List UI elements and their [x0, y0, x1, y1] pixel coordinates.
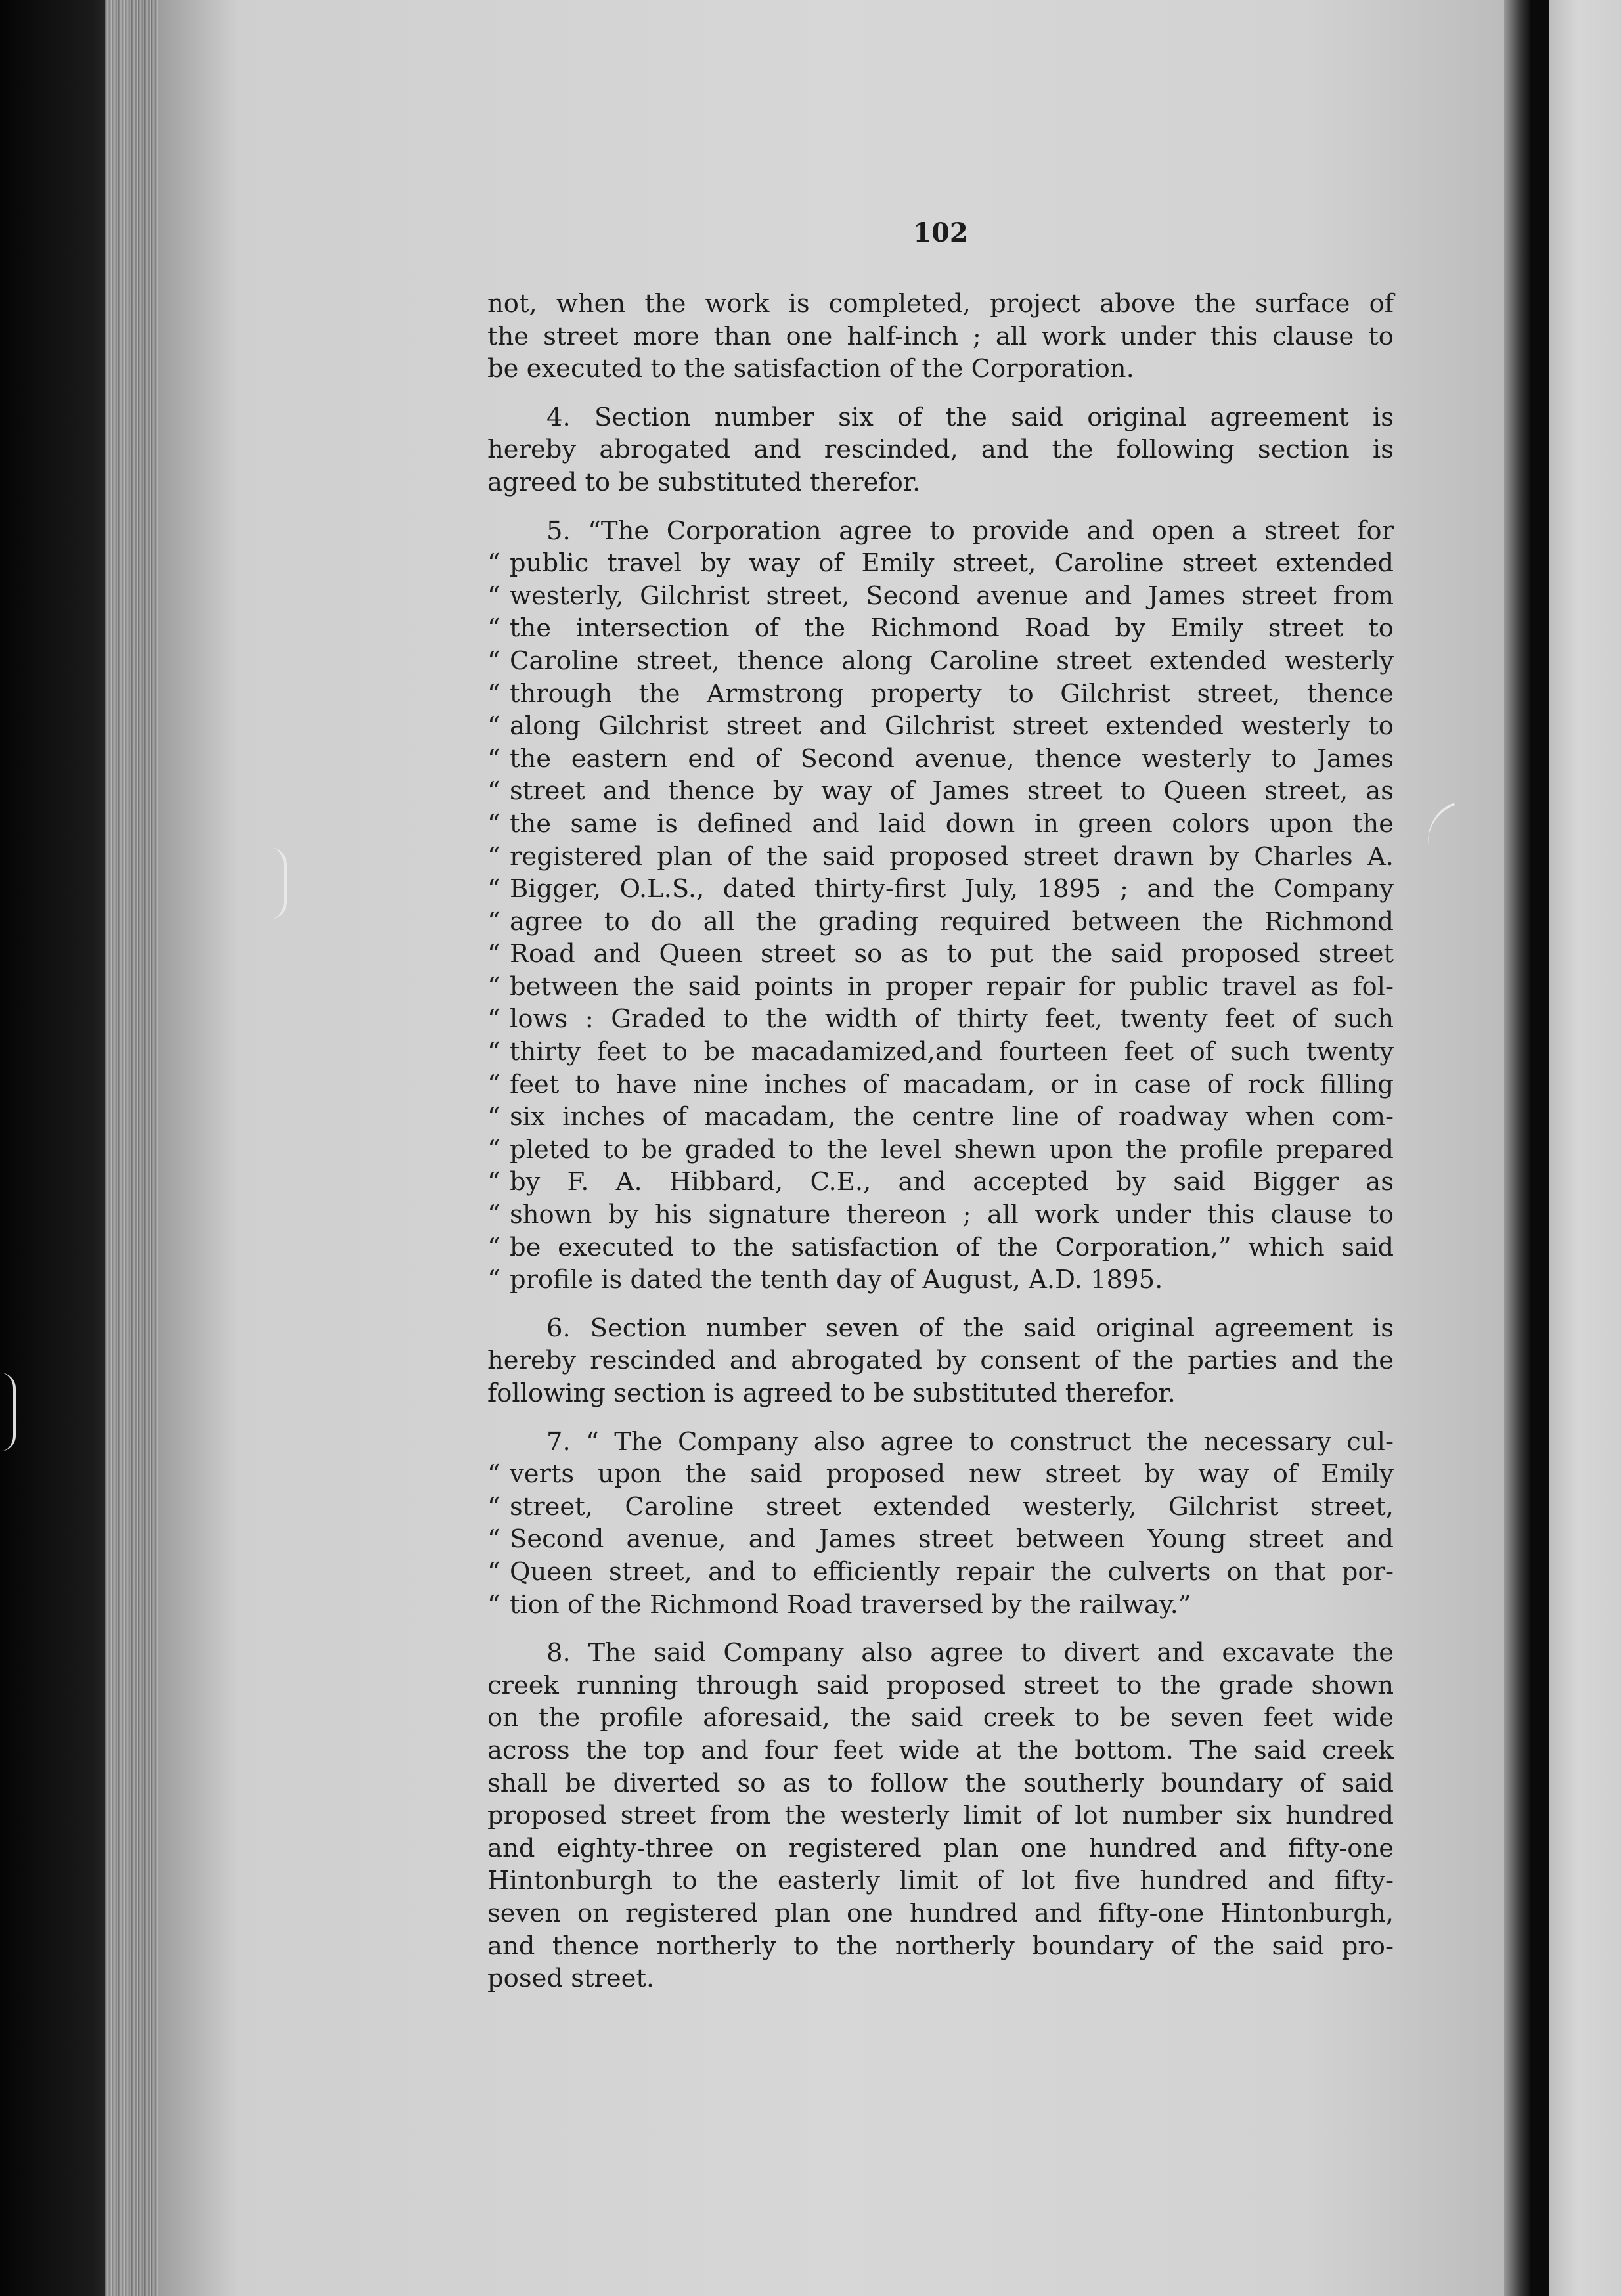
quote-mark: “: [487, 1200, 500, 1230]
line-text: 7. “ The Company also agree to construct the necessary cul-: [546, 1426, 1394, 1457]
line-text: 5. “The Corporation agree to provide and open a street for: [546, 516, 1394, 546]
quote-mark: “: [487, 1232, 500, 1262]
line-text: Second avenue, and James street between Young street and: [510, 1524, 1394, 1555]
paragraph-section-7: [487, 1426, 1394, 1622]
text-line: and eighty-three on registered plan one hundred and fifty-one: [487, 1833, 1394, 1863]
text-line: [487, 971, 1394, 1004]
text-line: [487, 1036, 1394, 1069]
line-text: feet to have nine inches of macadam, or in case of rock filling: [510, 1069, 1394, 1099]
quote-mark: “: [487, 613, 500, 644]
quote-mark: “: [487, 939, 500, 969]
text-line: [487, 808, 1394, 841]
quote-mark: [487, 1426, 510, 1459]
quote-mark: “: [487, 581, 500, 611]
line-text: Queen street, and to efficiently repair the culverts on that por-: [510, 1556, 1394, 1587]
quote-mark: “: [487, 808, 500, 839]
paragraph-continuation: [487, 288, 1394, 386]
page-gutter: [1504, 0, 1530, 2296]
text-line: [487, 1491, 1394, 1524]
line-text: verts upon the said proposed new street by way of Emily: [510, 1459, 1394, 1490]
text-line: not, when the work is completed, project above the surface of: [487, 289, 1394, 319]
quote-mark: “: [487, 1556, 500, 1587]
text-line: creek running through said proposed street to the grade shown: [487, 1670, 1394, 1700]
text-line: [487, 1523, 1394, 1556]
line-text: tion of the Richmond Road traversed by the railway.”: [510, 1589, 1191, 1620]
text-line: [487, 1589, 1394, 1622]
line-text: street, Caroline street extended westerly, Gilchrist street,: [510, 1491, 1394, 1522]
text-line: shall be diverted so as to follow the southerly boundary of said: [487, 1768, 1394, 1798]
quote-mark: “: [487, 1069, 500, 1099]
text-line: posed street.: [487, 1964, 655, 1994]
paragraph-section-6: [487, 1312, 1394, 1410]
text-line: [487, 710, 1394, 743]
text-line: [487, 1069, 1394, 1101]
text-line: proposed street from the westerly limit of lot number six hundred: [487, 1801, 1394, 1831]
quote-mark: “: [487, 743, 500, 774]
line-text: agree to do all the grading required between the Richmond: [510, 906, 1394, 937]
line-text: registered plan of the said proposed street drawn by Charles A.: [510, 841, 1394, 872]
line-text: profile is dated the tenth day of August, A.D. 1895.: [510, 1265, 1163, 1295]
text-line: Hintonburgh to the easterly limit of lot five hundred and fifty-: [487, 1866, 1394, 1896]
text-line: agreed to be substituted therefor.: [487, 467, 921, 497]
text-line: [487, 547, 1394, 580]
text-line: be executed to the satisfaction of the Corporation.: [487, 354, 1134, 384]
line-text: public travel by way of Emily street, Caroline street extended: [510, 548, 1394, 579]
quote-mark: “: [487, 776, 500, 806]
line-text: westerly, Gilchrist street, Second avenue and James street from: [510, 581, 1394, 611]
line-text: pleted to be graded to the level shewn upon the profile prepared: [510, 1134, 1394, 1164]
quote-mark: “: [487, 1265, 500, 1295]
text-line: [487, 678, 1394, 711]
line-text: between the said points in proper repair for public travel as fol-: [510, 971, 1394, 1002]
line-text: thirty feet to be macadamized,and fourteen feet of such twenty: [510, 1037, 1394, 1067]
page-number: 102: [913, 217, 968, 248]
line-text: shown by his signature thereon ; all work under this clause to: [510, 1200, 1394, 1230]
text-line: [487, 645, 1394, 678]
scan-artifact-edge: [0, 1373, 16, 1451]
quote-mark: “: [487, 971, 500, 1002]
text-line: [487, 873, 1394, 906]
text-line: [487, 1199, 1394, 1231]
text-line: and thence northerly to the northerly boundary of the said pro-: [487, 1931, 1394, 1961]
page-edges: [105, 0, 164, 2296]
text-line: 4. Section number six of the said original agreement is: [546, 402, 1394, 432]
text-line: [487, 841, 1394, 873]
paragraph-section-8: [487, 1637, 1394, 1995]
quote-mark: “: [487, 1037, 500, 1067]
text-line: [487, 515, 1394, 548]
line-text: by F. A. Hibbard, C.E., and accepted by said Bigger as: [510, 1167, 1394, 1197]
text-line: seven on registered plan one hundred and fifty-one Hintonburgh,: [487, 1898, 1394, 1928]
quote-mark: “: [487, 1491, 500, 1522]
line-text: be executed to the satisfaction of the Corporation,” which said: [510, 1232, 1394, 1262]
line-text: Bigger, O.L.S., dated thirty-first July, 1895 ; and the Company: [510, 874, 1394, 904]
quote-mark: “: [487, 1167, 500, 1197]
text-line: following section is agreed to be substituted therefor.: [487, 1379, 1176, 1408]
text-line: the street more than one half-inch ; all work under this clause to: [487, 321, 1394, 351]
paragraph-section-5: [487, 515, 1394, 1296]
text-line: [487, 1101, 1394, 1134]
text-line: [487, 743, 1394, 776]
line-text: lows : Graded to the width of thirty feet, twenty feet of such: [510, 1004, 1394, 1034]
quote-mark: “: [487, 874, 500, 904]
text-line: [487, 1166, 1394, 1199]
text-line: [487, 580, 1394, 613]
text-line: [487, 1003, 1394, 1036]
text-line: on the profile aforesaid, the said creek to be seven feet wide: [487, 1703, 1394, 1733]
text-line: 8. The said Company also agree to divert and excavate the: [546, 1638, 1394, 1668]
quote-mark: “: [487, 678, 500, 709]
quote-mark: “: [487, 1589, 500, 1620]
line-text: six inches of macadam, the centre line of roadway when com-: [510, 1102, 1394, 1132]
text-line: [487, 612, 1394, 645]
book-spine-shadow: [1530, 0, 1549, 2296]
text-line: 6. Section number seven of the said original agreement is: [546, 1313, 1394, 1343]
quote-mark: “: [487, 1134, 500, 1164]
text-line: [487, 1426, 1394, 1459]
text-line: [487, 1264, 1394, 1296]
line-text: the eastern end of Second avenue, thence westerly to James: [510, 743, 1394, 774]
text-line: hereby rescinded and abrogated by consent of the parties and the: [487, 1346, 1394, 1376]
text-line: hereby abrogated and rescinded, and the following section is: [487, 435, 1394, 465]
quote-mark: “: [487, 646, 500, 676]
quote-mark: “: [487, 1459, 500, 1490]
line-text: the intersection of the Richmond Road by Emily street to: [510, 613, 1394, 644]
paragraph-section-4: [487, 401, 1394, 499]
quote-mark: “: [487, 906, 500, 937]
line-text: Caroline street, thence along Caroline street extended westerly: [510, 646, 1394, 676]
line-text: the same is defined and laid down in green colors upon the: [510, 808, 1394, 839]
quote-mark: “: [487, 1524, 500, 1555]
text-line: [487, 1458, 1394, 1491]
text-line: [487, 1231, 1394, 1264]
quote-mark: “: [487, 1102, 500, 1132]
scan-artifact-left: [269, 847, 287, 919]
text-line: across the top and four feet wide at the bottom. The said creek: [487, 1735, 1394, 1765]
line-text: street and thence by way of James street to Queen street, as: [510, 776, 1394, 806]
quote-mark: [487, 515, 510, 548]
quote-mark: “: [487, 841, 500, 872]
text-line: [487, 775, 1394, 808]
quote-mark: “: [487, 1004, 500, 1034]
text-line: [487, 1134, 1394, 1166]
facing-page-edge: [1549, 0, 1621, 2296]
line-text: Road and Queen street so as to put the said proposed street: [510, 939, 1394, 969]
line-text: along Gilchrist street and Gilchrist street extended westerly to: [510, 711, 1394, 741]
text-line: [487, 906, 1394, 938]
quote-mark: “: [487, 711, 500, 741]
line-text: through the Armstrong property to Gilchrist street, thence: [510, 678, 1394, 709]
page-text-block: [487, 217, 1394, 2011]
quote-mark: “: [487, 548, 500, 579]
text-line: [487, 938, 1394, 971]
text-line: [487, 1556, 1394, 1589]
